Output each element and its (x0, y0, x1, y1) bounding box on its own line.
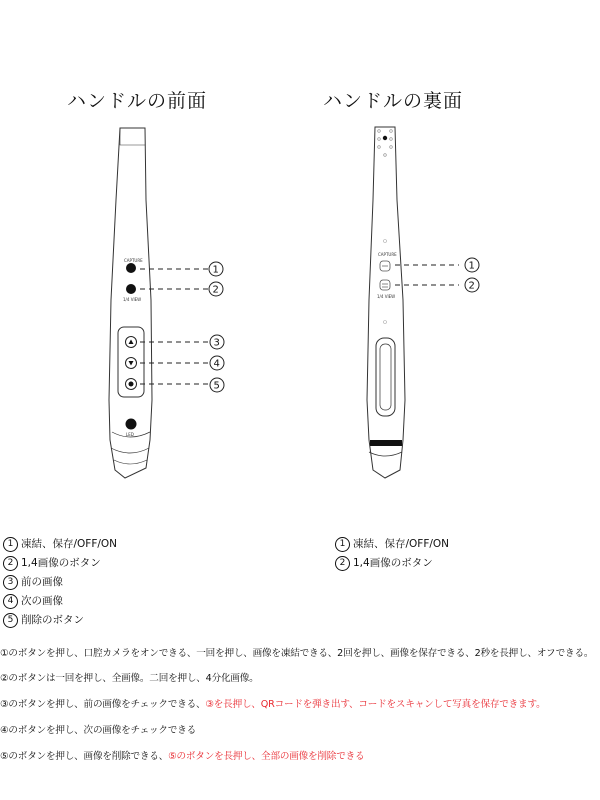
front-tiny-label-2: 1/4 VIEW (123, 297, 142, 302)
back-callout-lines (395, 265, 459, 285)
back-legend-item-2: 2 1,4画像のボタン (335, 554, 449, 573)
back-dot (384, 240, 387, 243)
front-callout-1 (209, 262, 223, 276)
note-4: ④のボタンを押し、次の画像をチェックできる (0, 725, 196, 736)
back-handle (367, 127, 405, 478)
note-2: ②のボタンは一回を押し、全画像。二回を押し、4分化画像。 (0, 673, 259, 684)
svg-text:5: 5 (213, 380, 220, 392)
back-dark-band (370, 440, 402, 446)
back-button-1[interactable] (380, 261, 390, 271)
note-1: ①のボタンを押し、口腔カメラをオンできる、一回を押し、画像を凍結できる、2回を押し、画像を保存できる、2秒を長押し、オフできる。 (0, 648, 594, 659)
svg-text:1: 1 (212, 264, 219, 276)
front-button-4[interactable] (126, 358, 137, 369)
front-title: ハンドルの前面 (67, 90, 208, 112)
svg-text:2: 2 (468, 280, 475, 292)
front-legend (3, 535, 117, 630)
front-button-5[interactable] (126, 379, 137, 390)
back-legend-item-1: 1 凍結、保存/OFF/ON (335, 535, 449, 554)
front-tiny-label-1: CAPTURE (124, 258, 143, 263)
back-dot-2 (384, 321, 387, 324)
back-tiny-label-2: 1/4 VIEW (377, 294, 396, 299)
front-legend-item-4: 4 次の画像 (3, 592, 117, 611)
front-legend-item-1: 1 凍結、保存/OFF/ON (3, 535, 117, 554)
front-callout-4 (210, 356, 224, 370)
note-5: ⑤のボタンを押し、画像を削除できる、⑤のボタンを長押し、全部の画像を削除できる (0, 751, 365, 762)
svg-text:2: 2 (212, 284, 219, 296)
front-callout-3 (210, 335, 224, 349)
front-legend-item-5: 5 削除のボタン (3, 611, 117, 630)
front-legend-item-2: 2 1,4画像のボタン (3, 554, 117, 573)
front-callout-2 (209, 282, 223, 296)
svg-text:1: 1 (468, 260, 475, 272)
back-title: ハンドルの裏面 (323, 90, 464, 112)
back-callout-1 (465, 258, 479, 272)
svg-text:3: 3 (213, 337, 220, 349)
front-button-1[interactable] (126, 263, 136, 273)
note-3: ③のボタンを押し、前の画像をチェックできる、③を長押し、QRコードを弾き出す、コードをスキャンして写真を保存できます。 (0, 699, 546, 710)
svg-text:4: 4 (213, 358, 220, 370)
front-tiny-label-led: LED (126, 432, 134, 437)
front-callout-5 (210, 378, 224, 392)
front-button-3[interactable] (126, 337, 137, 348)
front-led-indicator (126, 419, 137, 430)
back-tiny-label-1: CAPTURE (378, 252, 397, 257)
back-legend (335, 535, 449, 573)
front-legend-item-3: 3 前の画像 (3, 573, 117, 592)
back-button-2[interactable] (380, 280, 390, 290)
front-button-2[interactable] (126, 284, 136, 294)
back-callout-2 (465, 278, 479, 292)
